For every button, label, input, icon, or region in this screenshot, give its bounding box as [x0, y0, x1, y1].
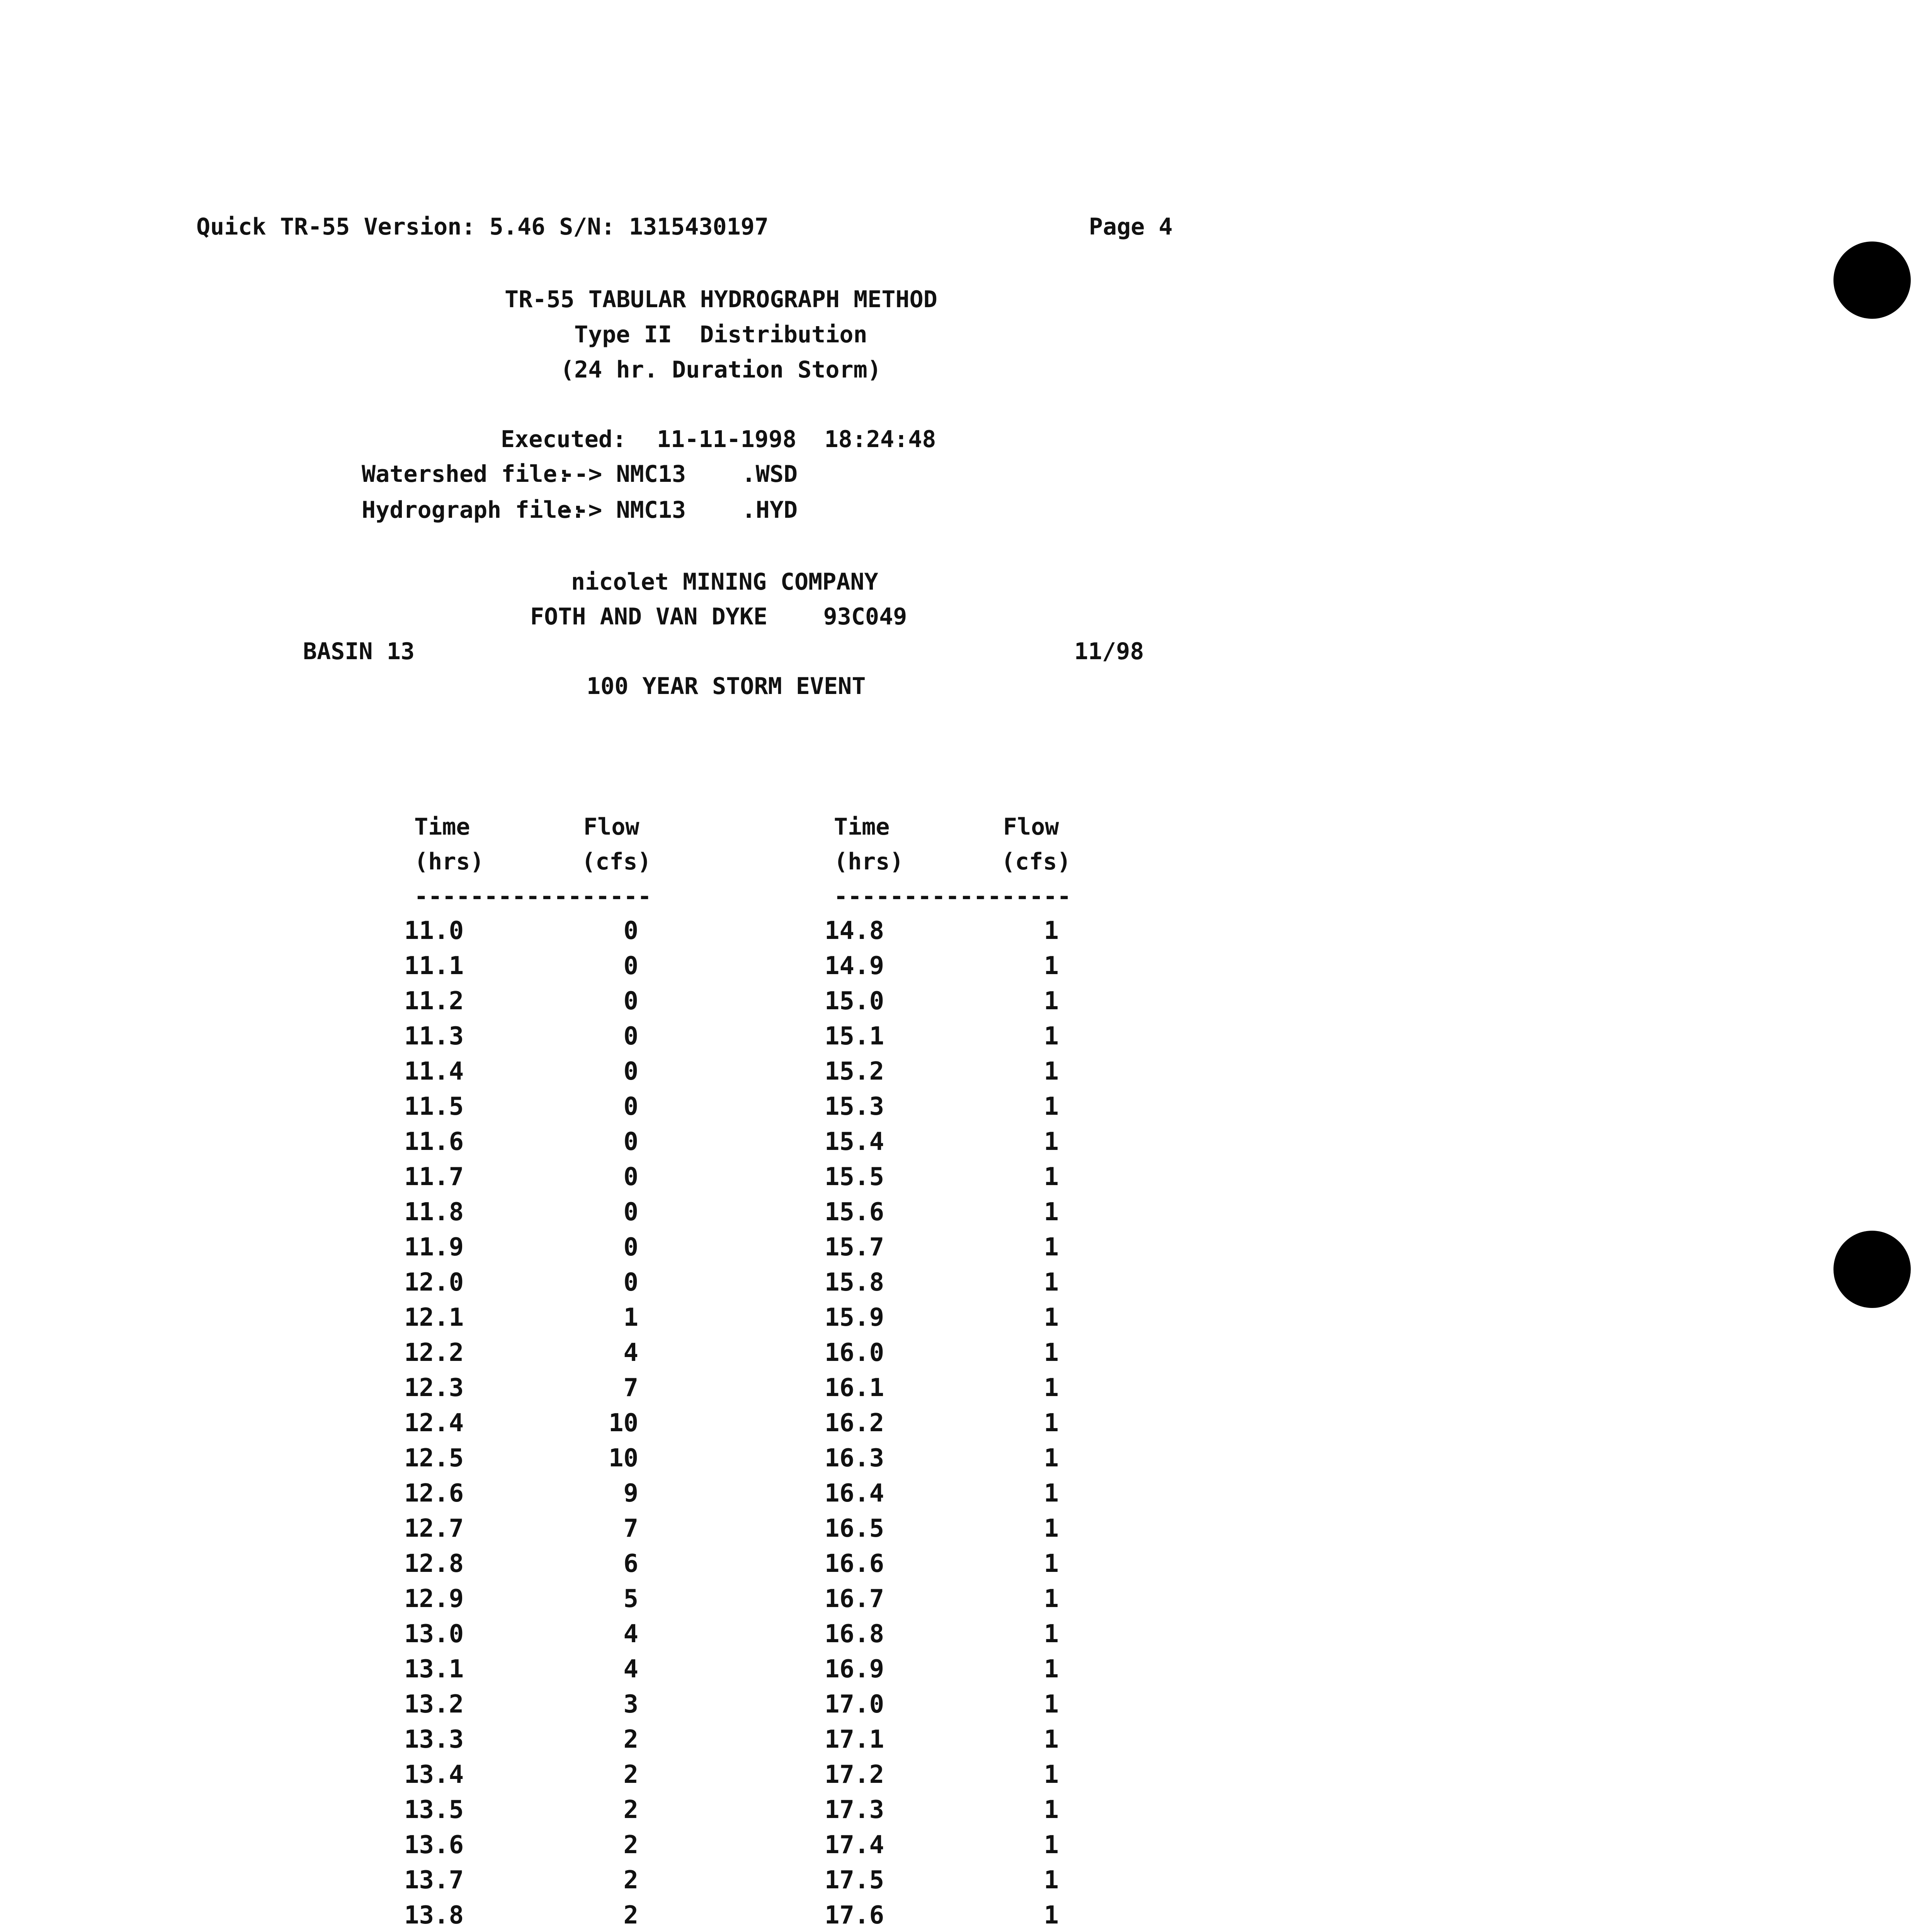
table-row [0, 1762, 1932, 1797]
flow-cell: 1 [1044, 952, 1059, 980]
time-cell: 12.8 [404, 1549, 464, 1578]
table-row [0, 1024, 1932, 1059]
time-cell: 16.6 [825, 1549, 884, 1578]
hydrograph-file-value: --> NMC13 .HYD [560, 497, 798, 524]
table-row [0, 1376, 1932, 1410]
flow-cell: 9 [623, 1479, 638, 1508]
time-cell: 11.8 [404, 1198, 464, 1226]
time-cell: 12.9 [404, 1585, 464, 1613]
flow-cell: 4 [623, 1655, 638, 1684]
time-cell: 16.5 [825, 1514, 884, 1543]
flow-cell: 1 [1044, 1268, 1059, 1297]
flow-cell: 0 [623, 1233, 638, 1262]
flow-cell: 1 [1044, 1444, 1059, 1473]
flow-cell: 1 [1044, 1374, 1059, 1402]
table-row [0, 1094, 1932, 1129]
right-time-unit: (hrs) [834, 848, 904, 875]
flow-cell: 0 [623, 952, 638, 980]
flow-cell: 0 [623, 1163, 638, 1191]
right-flow-header: Flow [1003, 813, 1059, 840]
time-cell: 11.3 [404, 1022, 464, 1051]
flow-cell: 1 [1044, 1620, 1059, 1648]
table-row [0, 1270, 1932, 1305]
flow-cell: 0 [623, 917, 638, 945]
table-row [0, 989, 1932, 1024]
report-date: 11/98 [1074, 638, 1144, 665]
time-cell: 12.5 [404, 1444, 464, 1473]
executed-value: 11-11-1998 18:24:48 [657, 426, 936, 453]
table-row [0, 1200, 1932, 1235]
time-cell: 15.6 [825, 1198, 884, 1226]
right-table-divider: ----------------- [834, 883, 1071, 910]
flow-cell: 2 [623, 1725, 638, 1754]
flow-cell: 1 [1044, 1796, 1059, 1824]
flow-cell: 1 [1044, 1198, 1059, 1226]
flow-cell: 2 [623, 1831, 638, 1859]
flow-cell: 0 [623, 1198, 638, 1226]
time-cell: 11.0 [404, 917, 464, 945]
flow-cell: 1 [1044, 1831, 1059, 1859]
punch-hole-top [1833, 242, 1911, 319]
flow-cell: 10 [608, 1409, 638, 1437]
time-cell: 17.4 [825, 1831, 884, 1859]
flow-cell: 2 [623, 1901, 638, 1930]
left-table-divider: ----------------- [414, 883, 652, 910]
left-flow-unit: (cfs) [582, 848, 651, 875]
time-cell: 13.0 [404, 1620, 464, 1648]
table-row [0, 1798, 1932, 1832]
time-cell: 13.6 [404, 1831, 464, 1859]
flow-cell: 10 [608, 1444, 638, 1473]
table-row [0, 1059, 1932, 1094]
time-cell: 16.1 [825, 1374, 884, 1402]
flow-cell: 0 [623, 1128, 638, 1156]
basin-name: BASIN 13 [303, 638, 415, 665]
watershed-file-label: Watershed file: [362, 461, 571, 488]
flow-cell: 1 [1044, 1303, 1059, 1332]
table-row [0, 1587, 1932, 1621]
flow-cell: 1 [1044, 1585, 1059, 1613]
flow-cell: 1 [1044, 1092, 1059, 1121]
table-row [0, 1551, 1932, 1586]
flow-cell: 1 [1044, 1233, 1059, 1262]
time-cell: 11.7 [404, 1163, 464, 1191]
flow-cell: 1 [1044, 1760, 1059, 1789]
flow-cell: 0 [623, 1268, 638, 1297]
time-cell: 17.5 [825, 1866, 884, 1895]
time-cell: 15.2 [825, 1057, 884, 1086]
time-cell: 15.8 [825, 1268, 884, 1297]
table-row [0, 1868, 1932, 1903]
time-cell: 16.8 [825, 1620, 884, 1648]
time-cell: 14.8 [825, 917, 884, 945]
storm-duration: (24 hr. Duration Storm) [560, 356, 881, 383]
table-row [0, 954, 1932, 988]
left-time-unit: (hrs) [414, 848, 484, 875]
table-row [0, 1481, 1932, 1516]
table-row [0, 1165, 1932, 1199]
time-cell: 15.1 [825, 1022, 884, 1051]
flow-cell: 0 [623, 1092, 638, 1121]
time-cell: 12.7 [404, 1514, 464, 1543]
flow-cell: 1 [1044, 1549, 1059, 1578]
time-cell: 12.2 [404, 1338, 464, 1367]
table-row [0, 1622, 1932, 1656]
table-row [0, 1903, 1932, 1932]
page-number: Page 4 [1089, 213, 1173, 240]
table-row [0, 1692, 1932, 1727]
right-flow-unit: (cfs) [1001, 848, 1071, 875]
flow-cell: 4 [623, 1620, 638, 1648]
time-cell: 13.4 [404, 1760, 464, 1789]
time-cell: 15.5 [825, 1163, 884, 1191]
executed-label: Executed: [501, 426, 627, 453]
time-cell: 11.2 [404, 987, 464, 1015]
watershed-file-value: --> NMC13 .WSD [560, 461, 798, 488]
time-cell: 16.9 [825, 1655, 884, 1684]
flow-cell: 7 [623, 1374, 638, 1402]
consultant-and-job: FOTH AND VAN DYKE 93C049 [530, 603, 907, 630]
time-cell: 16.3 [825, 1444, 884, 1473]
company-name: nicolet MINING COMPANY [571, 568, 878, 595]
table-row [0, 1446, 1932, 1481]
time-cell: 17.2 [825, 1760, 884, 1789]
time-cell: 15.3 [825, 1092, 884, 1121]
time-cell: 17.1 [825, 1725, 884, 1754]
flow-cell: 0 [623, 987, 638, 1015]
flow-cell: 5 [623, 1585, 638, 1613]
flow-cell: 2 [623, 1760, 638, 1789]
time-cell: 16.4 [825, 1479, 884, 1508]
time-cell: 17.3 [825, 1796, 884, 1824]
time-cell: 13.3 [404, 1725, 464, 1754]
table-row [0, 1305, 1932, 1340]
time-cell: 15.0 [825, 987, 884, 1015]
table-row [0, 1727, 1932, 1762]
flow-cell: 1 [1044, 1128, 1059, 1156]
flow-cell: 1 [1044, 1655, 1059, 1684]
right-time-header: Time [834, 813, 890, 840]
flow-cell: 1 [1044, 1866, 1059, 1895]
table-row [0, 918, 1932, 953]
time-cell: 13.7 [404, 1866, 464, 1895]
flow-cell: 1 [1044, 987, 1059, 1015]
flow-cell: 1 [1044, 1057, 1059, 1086]
table-row [0, 1411, 1932, 1446]
time-cell: 13.8 [404, 1901, 464, 1930]
time-cell: 12.0 [404, 1268, 464, 1297]
table-row [0, 1340, 1932, 1375]
time-cell: 16.2 [825, 1409, 884, 1437]
time-cell: 16.0 [825, 1338, 884, 1367]
left-flow-header: Flow [583, 813, 639, 840]
time-cell: 12.4 [404, 1409, 464, 1437]
time-cell: 17.0 [825, 1690, 884, 1719]
flow-cell: 1 [1044, 1338, 1059, 1367]
flow-cell: 1 [1044, 1690, 1059, 1719]
time-cell: 16.7 [825, 1585, 884, 1613]
time-cell: 12.3 [404, 1374, 464, 1402]
storm-event: 100 YEAR STORM EVENT [587, 673, 866, 700]
time-cell: 11.5 [404, 1092, 464, 1121]
hydrograph-file-label: Hydrograph file: [362, 497, 585, 524]
flow-cell: 6 [623, 1549, 638, 1578]
time-cell: 15.7 [825, 1233, 884, 1262]
report-title: TR-55 TABULAR HYDROGRAPH METHOD [505, 286, 937, 313]
time-cell: 15.9 [825, 1303, 884, 1332]
flow-cell: 1 [1044, 1901, 1059, 1930]
time-cell: 13.1 [404, 1655, 464, 1684]
flow-cell: 2 [623, 1796, 638, 1824]
flow-cell: 1 [623, 1303, 638, 1332]
time-cell: 11.4 [404, 1057, 464, 1086]
time-cell: 11.9 [404, 1233, 464, 1262]
flow-cell: 0 [623, 1057, 638, 1086]
flow-cell: 3 [623, 1690, 638, 1719]
time-cell: 14.9 [825, 952, 884, 980]
distribution-type: Type II Distribution [574, 321, 867, 348]
time-cell: 12.1 [404, 1303, 464, 1332]
time-cell: 12.6 [404, 1479, 464, 1508]
left-time-header: Time [414, 813, 470, 840]
time-cell: 13.5 [404, 1796, 464, 1824]
table-row [0, 1657, 1932, 1692]
time-cell: 11.1 [404, 952, 464, 980]
flow-cell: 1 [1044, 917, 1059, 945]
flow-cell: 1 [1044, 1514, 1059, 1543]
time-cell: 11.6 [404, 1128, 464, 1156]
flow-cell: 4 [623, 1338, 638, 1367]
flow-cell: 2 [623, 1866, 638, 1895]
flow-cell: 0 [623, 1022, 638, 1051]
flow-cell: 1 [1044, 1725, 1059, 1754]
table-row [0, 1129, 1932, 1164]
time-cell: 15.4 [825, 1128, 884, 1156]
program-version: Quick TR-55 Version: 5.46 S/N: 1315430197 [196, 213, 769, 240]
flow-cell: 7 [623, 1514, 638, 1543]
table-row [0, 1235, 1932, 1270]
flow-cell: 1 [1044, 1409, 1059, 1437]
flow-cell: 1 [1044, 1479, 1059, 1508]
time-cell: 17.6 [825, 1901, 884, 1930]
table-row [0, 1516, 1932, 1551]
flow-cell: 1 [1044, 1022, 1059, 1051]
flow-cell: 1 [1044, 1163, 1059, 1191]
table-row [0, 1833, 1932, 1867]
time-cell: 13.2 [404, 1690, 464, 1719]
